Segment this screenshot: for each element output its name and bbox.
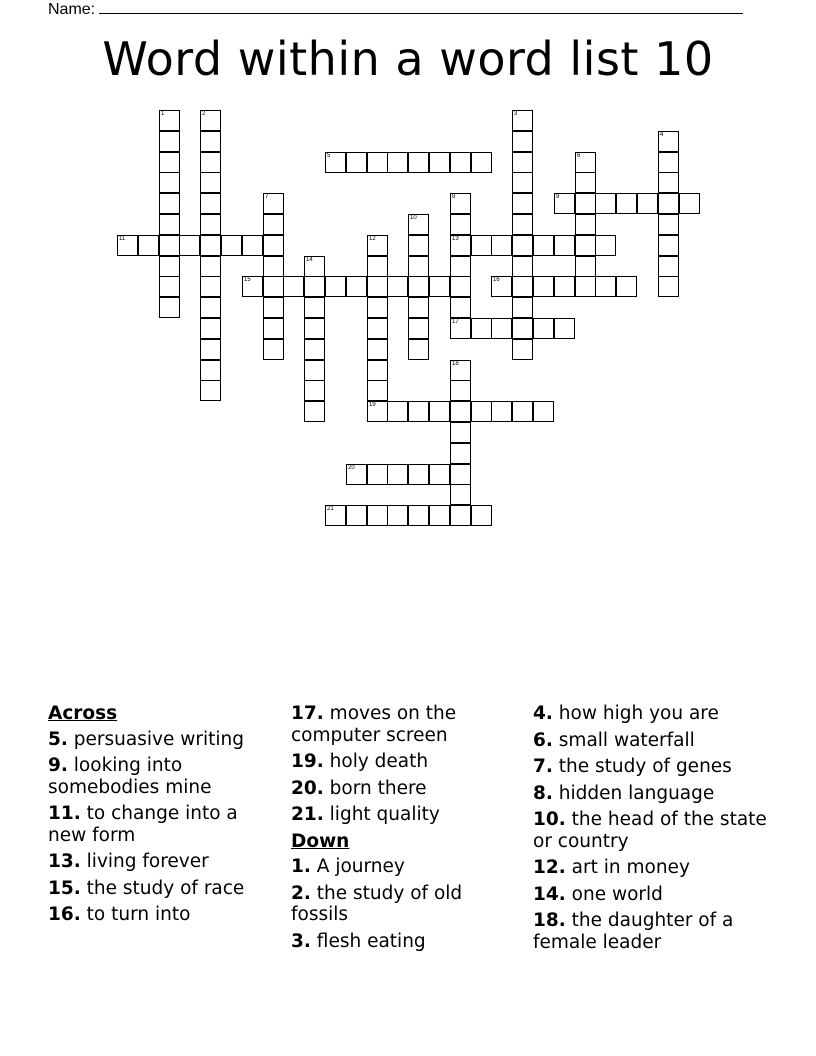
grid-cell[interactable] xyxy=(387,505,408,526)
grid-cell[interactable] xyxy=(616,276,637,297)
grid-cell[interactable] xyxy=(450,443,471,464)
clue-across-15: 15. the study of race xyxy=(48,877,245,899)
grid-cell[interactable] xyxy=(450,297,471,318)
clue-number-label: 19 xyxy=(369,402,376,408)
grid-cell[interactable] xyxy=(471,505,492,526)
clue-number-label: 10 xyxy=(410,215,417,221)
grid-cell[interactable] xyxy=(346,152,367,173)
grid-cell[interactable] xyxy=(200,318,221,339)
grid-cell[interactable] xyxy=(200,193,221,214)
grid-cell[interactable] xyxy=(408,256,429,277)
grid-cell[interactable] xyxy=(159,214,180,235)
clue-across-9: 9. looking into somebodies mine xyxy=(48,755,212,798)
grid-cell[interactable] xyxy=(387,152,408,173)
grid-cell[interactable] xyxy=(200,339,221,360)
grid-cell[interactable] xyxy=(471,152,492,173)
clue-number-label: 14 xyxy=(306,257,313,263)
clue-across-20: 20. born there xyxy=(291,777,427,799)
clue-down-6: 6. small waterfall xyxy=(533,729,695,751)
grid-cell[interactable] xyxy=(575,172,596,193)
clue-down-12: 12. art in money xyxy=(533,857,690,878)
grid-cell[interactable] xyxy=(346,505,367,526)
clue-number-label: 3 xyxy=(514,111,518,117)
clue-down-14: 14. one world xyxy=(533,883,663,905)
clue-down-10: 10. the head of the state or country xyxy=(533,809,767,852)
grid-cell[interactable] xyxy=(512,214,533,235)
down-heading: Down xyxy=(291,830,350,852)
grid-cell[interactable] xyxy=(159,256,180,277)
grid-cell[interactable] xyxy=(304,276,325,297)
grid-cell[interactable] xyxy=(242,235,263,256)
grid-cell[interactable] xyxy=(575,214,596,235)
clue-number-label: 12 xyxy=(369,236,376,242)
grid-cell[interactable] xyxy=(575,193,596,214)
grid-cell[interactable] xyxy=(159,297,180,318)
grid-cell[interactable] xyxy=(367,318,388,339)
grid-cell[interactable] xyxy=(408,152,429,173)
clue-number-label: 21 xyxy=(327,506,334,512)
grid-cell[interactable] xyxy=(450,152,471,173)
clue-down-18: 18. the daughter of a female leader xyxy=(533,910,734,953)
grid-cell[interactable] xyxy=(304,318,325,339)
grid-cell[interactable] xyxy=(450,380,471,401)
clue-number-label: 15 xyxy=(244,277,251,283)
clue-number-label: 18 xyxy=(452,361,459,367)
grid-cell[interactable] xyxy=(367,297,388,318)
clue-number-label: 2 xyxy=(202,111,206,117)
clue-down-2: 2. the study of old fossils xyxy=(291,882,463,925)
grid-cell[interactable] xyxy=(679,193,700,214)
grid-cell[interactable] xyxy=(533,318,554,339)
grid-cell[interactable] xyxy=(554,276,575,297)
grid-cell[interactable] xyxy=(554,235,575,256)
grid-cell[interactable] xyxy=(179,235,200,256)
grid-cell[interactable] xyxy=(512,152,533,173)
grid-cell[interactable] xyxy=(367,276,388,297)
clue-across-5: 5. persuasive writing xyxy=(48,728,244,750)
clue-number-label: 20 xyxy=(348,465,355,471)
clue-across-21: 21. light quality xyxy=(291,804,440,825)
grid-cell[interactable] xyxy=(304,339,325,360)
grid-cell[interactable] xyxy=(408,318,429,339)
grid-cell[interactable] xyxy=(512,172,533,193)
clue-across-19: 19. holy death xyxy=(291,751,429,772)
clues-column-3 xyxy=(533,703,773,958)
clues-column-1 xyxy=(48,703,278,931)
grid-cell[interactable] xyxy=(450,214,471,235)
grid-cell[interactable] xyxy=(325,276,346,297)
grid-cell[interactable] xyxy=(533,235,554,256)
clue-number-label: 17 xyxy=(452,319,459,325)
grid-cell[interactable] xyxy=(304,380,325,401)
grid-cell[interactable] xyxy=(450,422,471,443)
grid-cell[interactable] xyxy=(159,152,180,173)
grid-cell[interactable] xyxy=(263,214,284,235)
grid-cell[interactable] xyxy=(159,235,180,256)
grid-cell[interactable] xyxy=(408,235,429,256)
clue-number-label: 6 xyxy=(577,153,581,159)
grid-cell[interactable] xyxy=(637,193,658,214)
grid-cell[interactable] xyxy=(200,152,221,173)
grid-cell[interactable] xyxy=(512,256,533,277)
grid-cell[interactable] xyxy=(304,360,325,381)
grid-cell[interactable] xyxy=(658,214,679,235)
clue-number-label: 11 xyxy=(119,236,126,242)
grid-cell[interactable] xyxy=(658,193,679,214)
grid-cell[interactable] xyxy=(575,256,596,277)
grid-cell[interactable] xyxy=(595,235,616,256)
grid-cell[interactable] xyxy=(408,464,429,485)
grid-cell[interactable] xyxy=(429,152,450,173)
clue-across-17: 17. moves on the computer screen xyxy=(291,703,457,746)
grid-cell[interactable] xyxy=(512,276,533,297)
grid-cell[interactable] xyxy=(450,256,471,277)
grid-cell[interactable] xyxy=(512,318,533,339)
grid-cell[interactable] xyxy=(595,193,616,214)
grid-cell[interactable] xyxy=(450,484,471,505)
grid-cell[interactable] xyxy=(408,276,429,297)
grid-cell[interactable] xyxy=(200,297,221,318)
grid-cell[interactable] xyxy=(221,235,242,256)
grid-cell[interactable] xyxy=(658,256,679,277)
grid-cell[interactable] xyxy=(159,131,180,152)
grid-cell[interactable] xyxy=(408,505,429,526)
clue-across-16: 16. to turn into xyxy=(48,904,191,925)
clue-number-label: 5 xyxy=(327,153,331,159)
grid-cell[interactable] xyxy=(450,276,471,297)
grid-cell[interactable] xyxy=(429,505,450,526)
grid-cell[interactable] xyxy=(512,401,533,422)
grid-cell[interactable] xyxy=(471,318,492,339)
grid-cell[interactable] xyxy=(263,318,284,339)
grid-cell[interactable] xyxy=(200,360,221,381)
clue-number-label: 13 xyxy=(452,236,459,242)
grid-cell[interactable] xyxy=(512,235,533,256)
grid-cell[interactable] xyxy=(367,256,388,277)
grid-cell[interactable] xyxy=(512,339,533,360)
grid-cell[interactable] xyxy=(138,235,159,256)
grid-cell[interactable] xyxy=(554,318,575,339)
clue-down-8: 8. hidden language xyxy=(533,782,715,804)
grid-cell[interactable] xyxy=(346,276,367,297)
clue-number-label: 7 xyxy=(265,194,269,200)
clue-number-label: 1 xyxy=(161,111,165,117)
grid-cell[interactable] xyxy=(263,276,284,297)
grid-cell[interactable] xyxy=(658,172,679,193)
grid-cell[interactable] xyxy=(159,193,180,214)
grid-cell[interactable] xyxy=(512,297,533,318)
grid-cell[interactable] xyxy=(367,505,388,526)
across-heading: Across xyxy=(48,703,118,724)
grid-cell[interactable] xyxy=(575,276,596,297)
clue-across-11: 11. to change into a new form xyxy=(48,803,238,846)
grid-cell[interactable] xyxy=(200,131,221,152)
grid-cell[interactable] xyxy=(491,235,512,256)
grid-cell[interactable] xyxy=(200,235,221,256)
grid-cell[interactable] xyxy=(408,297,429,318)
grid-cell[interactable] xyxy=(367,339,388,360)
clue-number-label: 4 xyxy=(660,132,664,138)
clue-number-label: 16 xyxy=(493,277,500,283)
grid-cell[interactable] xyxy=(533,401,554,422)
grid-cell[interactable] xyxy=(200,172,221,193)
grid-cell[interactable] xyxy=(283,276,304,297)
clue-number-label: 8 xyxy=(452,194,456,200)
clue-across-13: 13. living forever xyxy=(48,851,209,872)
grid-cell[interactable] xyxy=(408,401,429,422)
grid-cell[interactable] xyxy=(263,297,284,318)
grid-cell[interactable] xyxy=(304,297,325,318)
grid-cell[interactable] xyxy=(471,401,492,422)
grid-cell[interactable] xyxy=(658,235,679,256)
grid-cell[interactable] xyxy=(491,401,512,422)
clue-number-label: 9 xyxy=(556,194,560,200)
grid-cell[interactable] xyxy=(616,193,637,214)
grid-cell[interactable] xyxy=(575,235,596,256)
grid-cell[interactable] xyxy=(595,276,616,297)
grid-cell[interactable] xyxy=(387,401,408,422)
grid-cell[interactable] xyxy=(367,360,388,381)
grid-cell[interactable] xyxy=(367,380,388,401)
clue-down-7: 7. the study of genes xyxy=(533,756,732,777)
grid-cell[interactable] xyxy=(658,276,679,297)
grid-cell[interactable] xyxy=(491,318,512,339)
grid-cell[interactable] xyxy=(200,256,221,277)
grid-cell[interactable] xyxy=(263,235,284,256)
grid-cell[interactable] xyxy=(450,505,471,526)
grid-cell[interactable] xyxy=(200,276,221,297)
clues-column-2 xyxy=(291,703,521,957)
grid-cell[interactable] xyxy=(200,380,221,401)
grid-cell[interactable] xyxy=(200,214,221,235)
grid-cell[interactable] xyxy=(429,401,450,422)
grid-cell[interactable] xyxy=(658,152,679,173)
grid-cell[interactable] xyxy=(387,276,408,297)
grid-cell[interactable] xyxy=(450,401,471,422)
grid-cell[interactable] xyxy=(429,464,450,485)
grid-cell[interactable] xyxy=(533,276,554,297)
grid-cell[interactable] xyxy=(512,193,533,214)
grid-cell[interactable] xyxy=(408,339,429,360)
grid-cell[interactable] xyxy=(450,464,471,485)
grid-cell[interactable] xyxy=(159,172,180,193)
grid-cell[interactable] xyxy=(304,401,325,422)
clue-down-4: 4. how high you are xyxy=(533,703,719,724)
grid-cell[interactable] xyxy=(263,256,284,277)
grid-cell[interactable] xyxy=(367,464,388,485)
grid-cell[interactable] xyxy=(387,464,408,485)
grid-cell[interactable] xyxy=(159,276,180,297)
grid-cell[interactable] xyxy=(512,131,533,152)
grid-cell[interactable] xyxy=(367,152,388,173)
name-label: Name: xyxy=(48,1,96,18)
grid-cell[interactable] xyxy=(471,235,492,256)
clue-down-3: 3. flesh eating xyxy=(291,930,426,952)
page-title: Word within a word list 10 xyxy=(102,32,714,86)
grid-cell[interactable] xyxy=(429,276,450,297)
clue-down-1: 1. A journey xyxy=(291,856,405,877)
grid-cell[interactable] xyxy=(263,339,284,360)
